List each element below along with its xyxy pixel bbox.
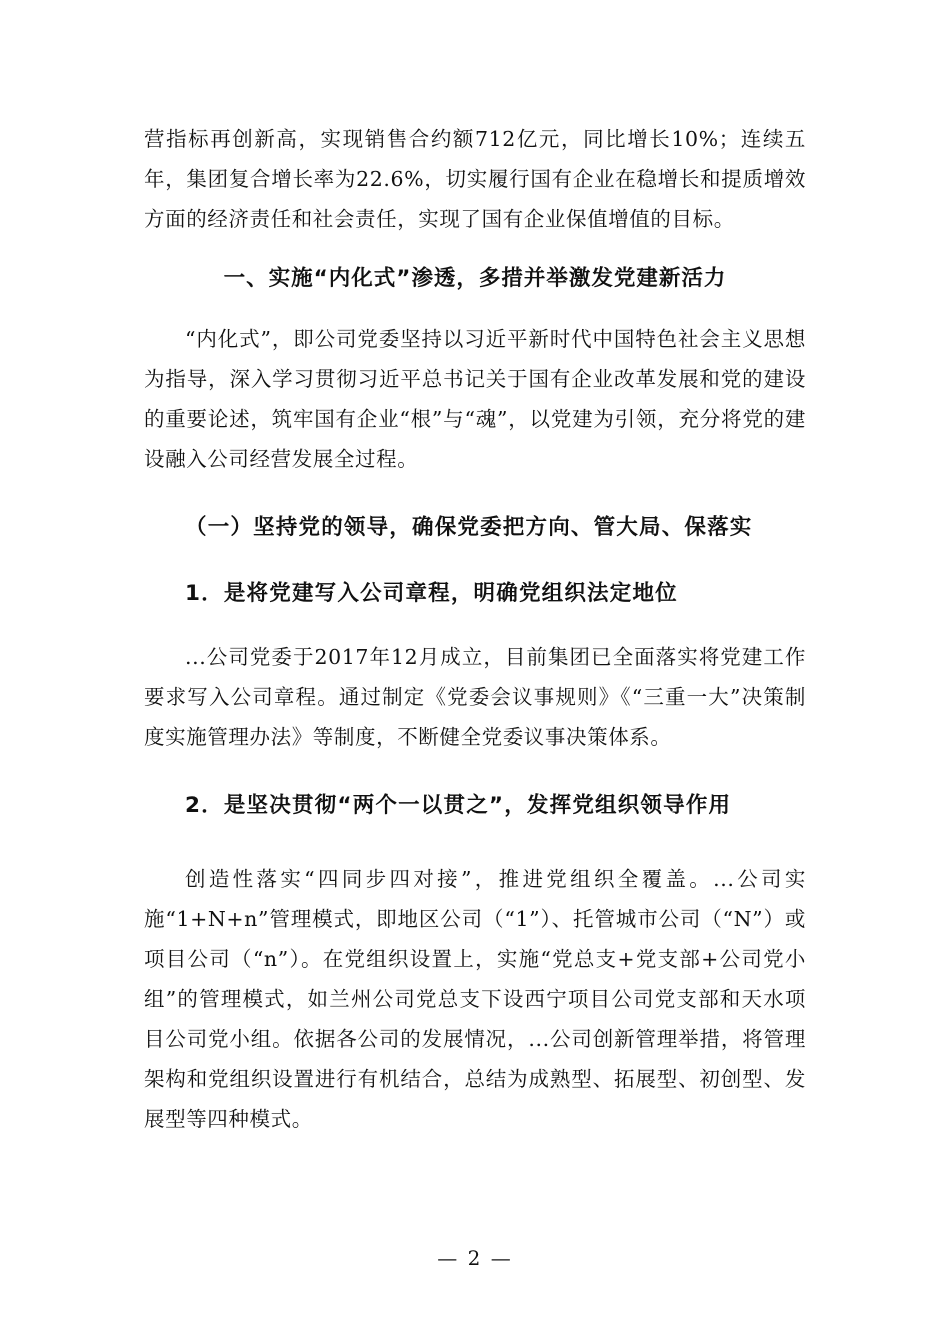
spacer <box>144 829 806 859</box>
spacer <box>144 479 806 505</box>
spacer <box>144 617 806 637</box>
spacer <box>144 551 806 571</box>
item-heading-2: 2．是坚决贯彻“两个一以贯之”，发挥党组织领导作用 <box>185 793 732 818</box>
spacer <box>144 757 806 783</box>
section-heading-1: 一、实施“内化式”渗透，多措并举激发党建新活力 <box>223 266 727 291</box>
paragraph-continued: 营指标再创新高，实现销售合约额712亿元，同比增长10%；连续五年，集团复合增长率为22.6%，切实履行国有企业在稳增长和提质增效方面的经济责任和社会责任，实现了国有企业保值增值的目标。 <box>144 127 806 231</box>
spacer <box>144 299 806 319</box>
page-number: — 2 — <box>437 1246 513 1270</box>
document-body <box>144 119 806 1139</box>
spacer <box>144 239 806 259</box>
paragraph-management-mode: 创造性落实“四同步四对接”，推进党组织全覆盖。...公司实施“1+N+n”管理模式，即地区公司（“1”）、托管城市公司（“N”）或项目公司（“n”）。在党组织设置上，实施“党总支+党支部+公司党小组”的管理模式，如兰州公司党总支下设西宁项目公司党支部和天水项目公司党小组。依据各公司的发展情况，...公司创新管理举措，将管理架构和党组织设置进行有机结合，总结为成熟型、拓展型、初创型、发展型等四种模式。 <box>144 867 806 1131</box>
item-heading-1: 1．是将党建写入公司章程，明确党组织法定地位 <box>185 581 678 606</box>
paragraph-neihuashi: “内化式”，即公司党委坚持以习近平新时代中国特色社会主义思想为指导，深入学习贯彻习近平总书记关于国有企业改革发展和党的建设的重要论述，筑牢国有企业“根”与“魂”，以党建为引领，充分将党的建设融入公司经营发展全过程。 <box>144 327 806 471</box>
subsection-heading-1: （一）坚持党的领导，确保党委把方向、管大局、保落实 <box>185 515 753 540</box>
paragraph-party-committee: ...公司党委于2017年12月成立，目前集团已全面落实将党建工作要求写入公司章程。通过制定《党委会议事规则》《“三重一大”决策制度实施管理办法》等制度，不断健全党委议事决策体系。 <box>144 645 806 749</box>
